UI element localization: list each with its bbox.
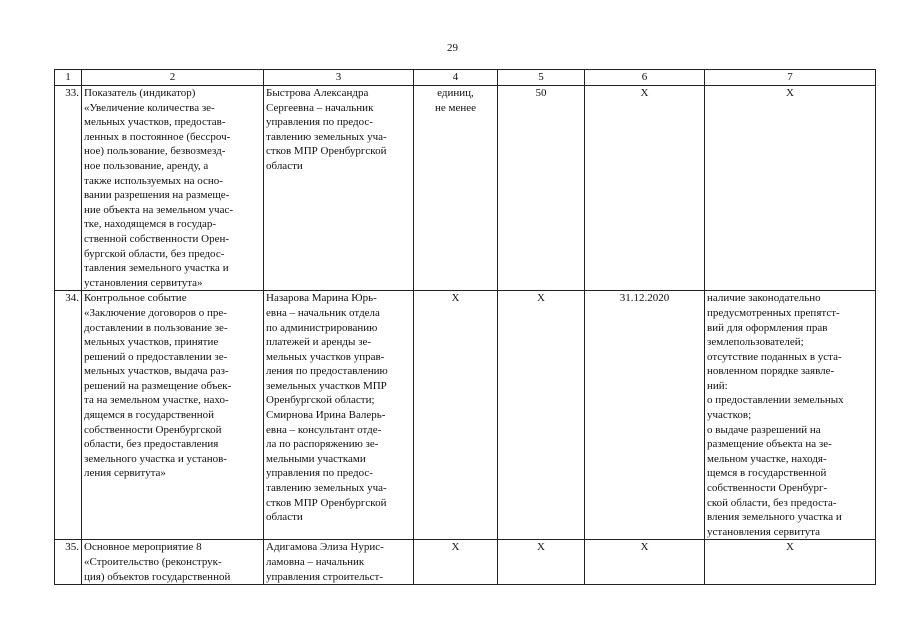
row-unit: Х — [414, 540, 498, 585]
table-row — [55, 540, 876, 585]
row-value: 50 — [498, 86, 585, 291]
row-note: Х — [705, 540, 876, 585]
row-responsible: Назарова Марина Юрь- евна – начальник отдела по администрированию платежей и аренды зе- мельных участков управ- ления по предоставлению земельных участков МПР Оренбургской области; Смирнова Ирина Валерь- евна – консультант отде- ла по распоряжению зе- мельными участками управления по предос- тавлению земельных уча- стков МПР Оренбургской области — [264, 291, 414, 540]
row-number: 34. — [55, 291, 82, 540]
row-name: Основное мероприятие 8 «Строительство (реконструк- ция) объектов государственной — [82, 540, 264, 585]
program-table — [54, 69, 876, 585]
row-date: Х — [585, 86, 705, 291]
row-value: Х — [498, 291, 585, 540]
row-name: Показатель (индикатор) «Увеличение количества зе- мельных участков, предостав- ленных в постоянное (бессроч- ное) пользование, безвозмезд- ное пользование, аренду, а также используемых на осно- вании разрешения на размеще- ние объекта на земельном учас- тке, находящемся в государ- ственной собственности Орен- бургской области, без предос- тавления земельного участка и установления сервитута» — [82, 86, 264, 291]
table-row — [55, 291, 876, 540]
row-name: Контрольное событие «Заключение договоров о пре- доставлении в пользование зе- мельных участков, принятие решений о предоставлении зе- мельных участков, выдача раз- решений на размещение объек- та на земельном участке, нахо- дящемся в государственной собственности Оренбургской области, без предоставления земельного участка и установ- ления сервитута» — [82, 291, 264, 540]
column-header: 4 — [414, 70, 498, 86]
row-note: Х — [705, 86, 876, 291]
row-responsible: Быстрова Александра Сергеевна – начальник управления по предос- тавлению земельных уча- стков МПР Оренбургской области — [264, 86, 414, 291]
column-header: 6 — [585, 70, 705, 86]
page-number: 29 — [447, 42, 458, 54]
row-date: Х — [585, 540, 705, 585]
row-unit: Х — [414, 291, 498, 540]
column-header: 1 — [55, 70, 82, 86]
column-header: 5 — [498, 70, 585, 86]
row-date: 31.12.2020 — [585, 291, 705, 540]
column-header: 3 — [264, 70, 414, 86]
row-unit: единиц, не менее — [414, 86, 498, 291]
column-header: 7 — [705, 70, 876, 86]
row-note: наличие законодательно предусмотренных препятст- вий для оформления прав землепользователей; отсутствие поданных в уста- новленном порядке заявле- ний: о предоставлении земельных участков; о выдаче разрешений на размещение объекта на зе- мельном участке, находя- щемся в государственной собственности Оренбург- ской области, без предоста- вления земельного участка и установления сервитута — [705, 291, 876, 540]
header-row — [55, 70, 876, 86]
row-responsible: Адигамова Элиза Нурис- ламовна – начальник управления строительст- — [264, 540, 414, 585]
row-number: 33. — [55, 86, 82, 291]
table-row — [55, 86, 876, 291]
row-value: Х — [498, 540, 585, 585]
column-header: 2 — [82, 70, 264, 86]
row-number: 35. — [55, 540, 82, 585]
